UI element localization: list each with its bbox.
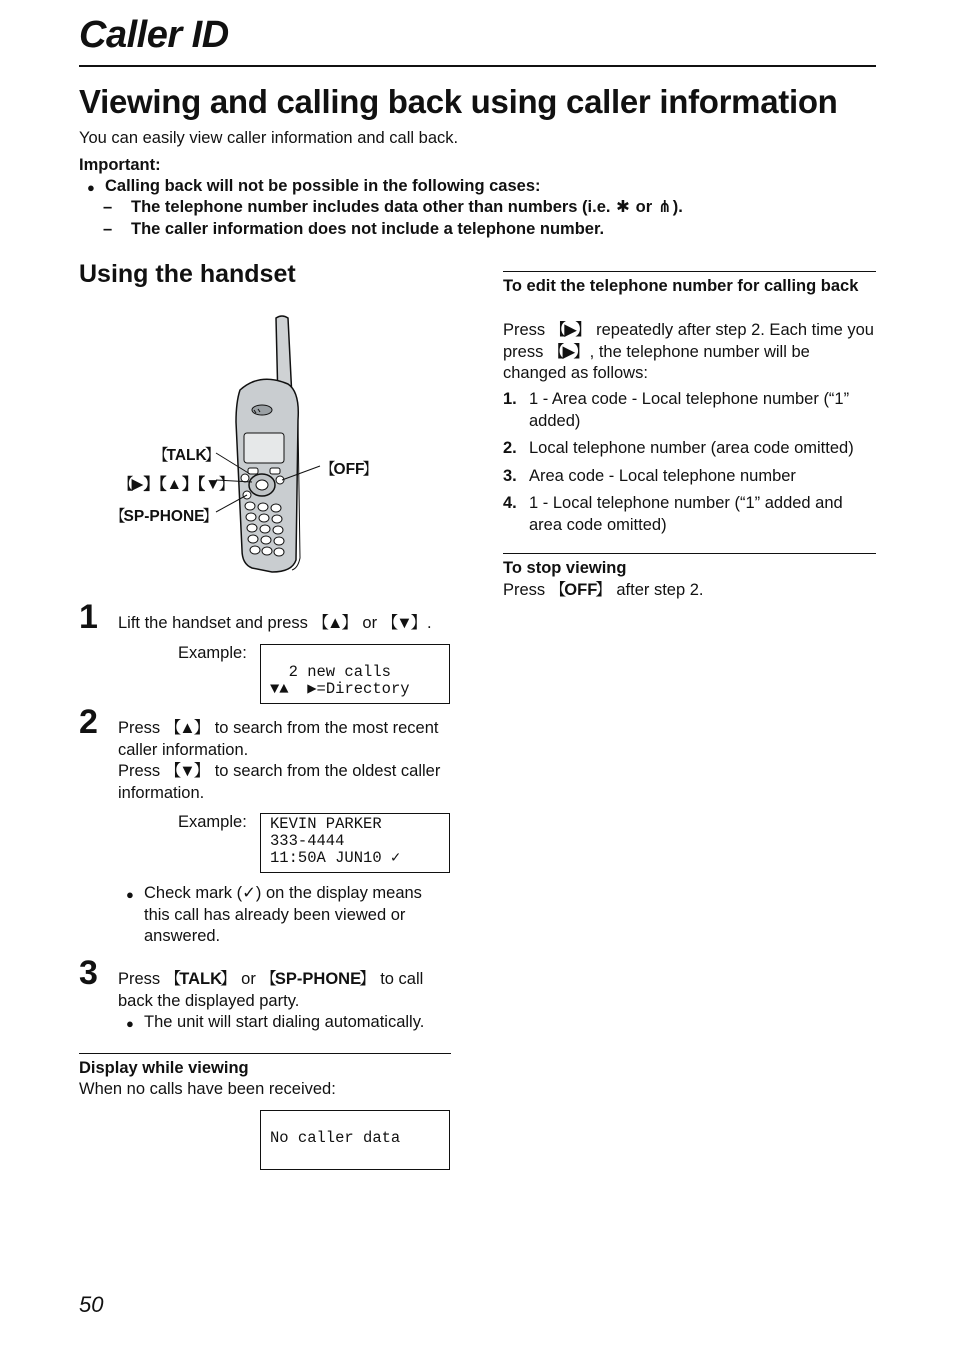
step-2-post-1: to search from the most recent caller information. <box>118 719 439 759</box>
section-rule-display <box>79 1053 451 1054</box>
edit-mid: repeatedly after step 2. Each time you press <box>503 321 874 361</box>
step-2-number: 2 <box>79 703 98 741</box>
step-2-line-2 <box>118 761 453 804</box>
star-icon: ✱ <box>616 198 630 216</box>
edit-section-paragraph <box>503 320 875 385</box>
item-text: Area code - Local telephone number <box>529 466 796 485</box>
talk-key: 【 TALK 】 <box>165 970 237 988</box>
step-3-post: to call back the displayed party. <box>118 970 424 1010</box>
step-3-note: ● The unit will start dialing automatically. <box>144 1012 424 1034</box>
page-number: 50 <box>79 1292 104 1317</box>
page-title: Viewing and calling back using caller information <box>79 83 838 120</box>
step-2-post-2: to search from the oldest caller information. <box>118 762 441 802</box>
callout-nav <box>118 472 234 494</box>
talk-key-label: 【 TALK 】 <box>153 447 220 464</box>
stop-press: Press <box>503 581 546 599</box>
up-key: 【 ▲ 】 <box>165 719 210 737</box>
display-no-caller-data: No caller data <box>260 1110 450 1170</box>
edit-post: , the telephone number will be changed as follows: <box>503 342 810 382</box>
chapter-title: Caller ID <box>79 14 229 56</box>
example-label-2: Example: <box>178 813 247 831</box>
item-number: 1. <box>503 390 517 408</box>
stop-section-text <box>503 580 704 602</box>
step-1-or: or <box>362 614 378 632</box>
display-while-viewing-title: Display while viewing <box>79 1059 249 1077</box>
nav-keys-label: 【 ▶】【▲】【▼ 】 <box>118 476 234 493</box>
step-2-press-1: Press <box>118 719 161 737</box>
important-bullet: ● Calling back will not be possible in the following cases: <box>105 176 541 198</box>
callout-talk <box>153 443 220 465</box>
step-3-text <box>118 969 453 1012</box>
list-item <box>503 493 878 536</box>
down-key: 【 ▼ 】 <box>382 614 427 632</box>
step-2-press-2: Press <box>118 762 161 780</box>
off-key-label: 【 OFF 】 <box>320 461 378 478</box>
display-caller-info: KEVIN PARKER 333-4444 11:50A JUN10 ✓ <box>260 813 450 873</box>
step-1-pre: Lift the handset and press <box>118 614 308 632</box>
right-key: 【 ▶ 】 <box>550 321 592 339</box>
chapter-rule <box>79 65 876 67</box>
up-key: 【 ▲ 】 <box>312 614 357 632</box>
item-text: Local telephone number (area code omitted) <box>529 439 854 457</box>
item-text: 1 - Local telephone number (“1” added and area code omitted) <box>529 494 843 534</box>
callout-off <box>320 457 378 479</box>
handset-section-title: Using the handset <box>79 260 296 288</box>
step-3-press: Press <box>118 970 161 988</box>
display-new-calls: 2 new calls ▼▲ ▶=Directory <box>260 644 450 704</box>
item-number: 4. <box>503 494 517 512</box>
step-1-text <box>118 613 432 635</box>
item-number: 3. <box>503 466 517 485</box>
step-1-number: 1 <box>79 598 98 636</box>
intro-text: You can easily view caller information and call back. <box>79 129 459 147</box>
list-item <box>503 438 878 460</box>
step-3-or: or <box>241 970 256 988</box>
item-text: 1 - Area code - Local telephone number (“1” added) <box>529 390 850 430</box>
down-key: 【 ▼ 】 <box>165 762 210 780</box>
step-1-end: . <box>427 614 432 632</box>
step-3-number: 3 <box>79 954 98 992</box>
important-dash-1: – The telephone number includes data other than numbers (i.e. ✱ or ⋔). <box>105 197 865 219</box>
important-label: Important: <box>79 156 161 174</box>
edit-number-list <box>503 389 878 542</box>
dash2-text: The caller information does not include a telephone number. <box>131 220 605 238</box>
dash1-or: or <box>635 198 653 216</box>
section-rule-edit <box>503 271 876 272</box>
stop-section-title: To stop viewing <box>503 559 627 577</box>
section-rule-stop <box>503 553 876 554</box>
item-number: 2. <box>503 439 517 457</box>
dash1-post: ). <box>672 198 683 216</box>
callout-sp-phone <box>110 504 218 526</box>
right-key: 【 ▶ 】 <box>548 343 590 361</box>
dash1-pre: The telephone number includes data other than numbers (i.e. <box>131 198 611 216</box>
list-item <box>503 389 878 432</box>
sp-phone-key-label: 【 SP-PHONE 】 <box>110 508 218 525</box>
important-dash-2: – The caller information does not include a telephone number. <box>103 220 605 238</box>
hash-icon: ⋔ <box>657 198 672 216</box>
step-2-line-1 <box>118 718 453 761</box>
list-item <box>503 466 878 488</box>
edit-section-title: To edit the telephone number for calling back <box>503 277 859 295</box>
sp-phone-key: 【 SP-PHONE 】 <box>260 970 375 988</box>
handset-illustration <box>110 310 380 575</box>
edit-press: Press <box>503 321 546 339</box>
display-while-viewing-text: When no calls have been received: <box>79 1080 336 1098</box>
step-2-note: ● Check mark (✓) on the display means this call has already been viewed or answered. <box>144 883 444 948</box>
off-key: 【 OFF 】 <box>550 581 612 599</box>
example-label-1: Example: <box>178 644 247 662</box>
stop-post: after step 2. <box>616 581 704 599</box>
